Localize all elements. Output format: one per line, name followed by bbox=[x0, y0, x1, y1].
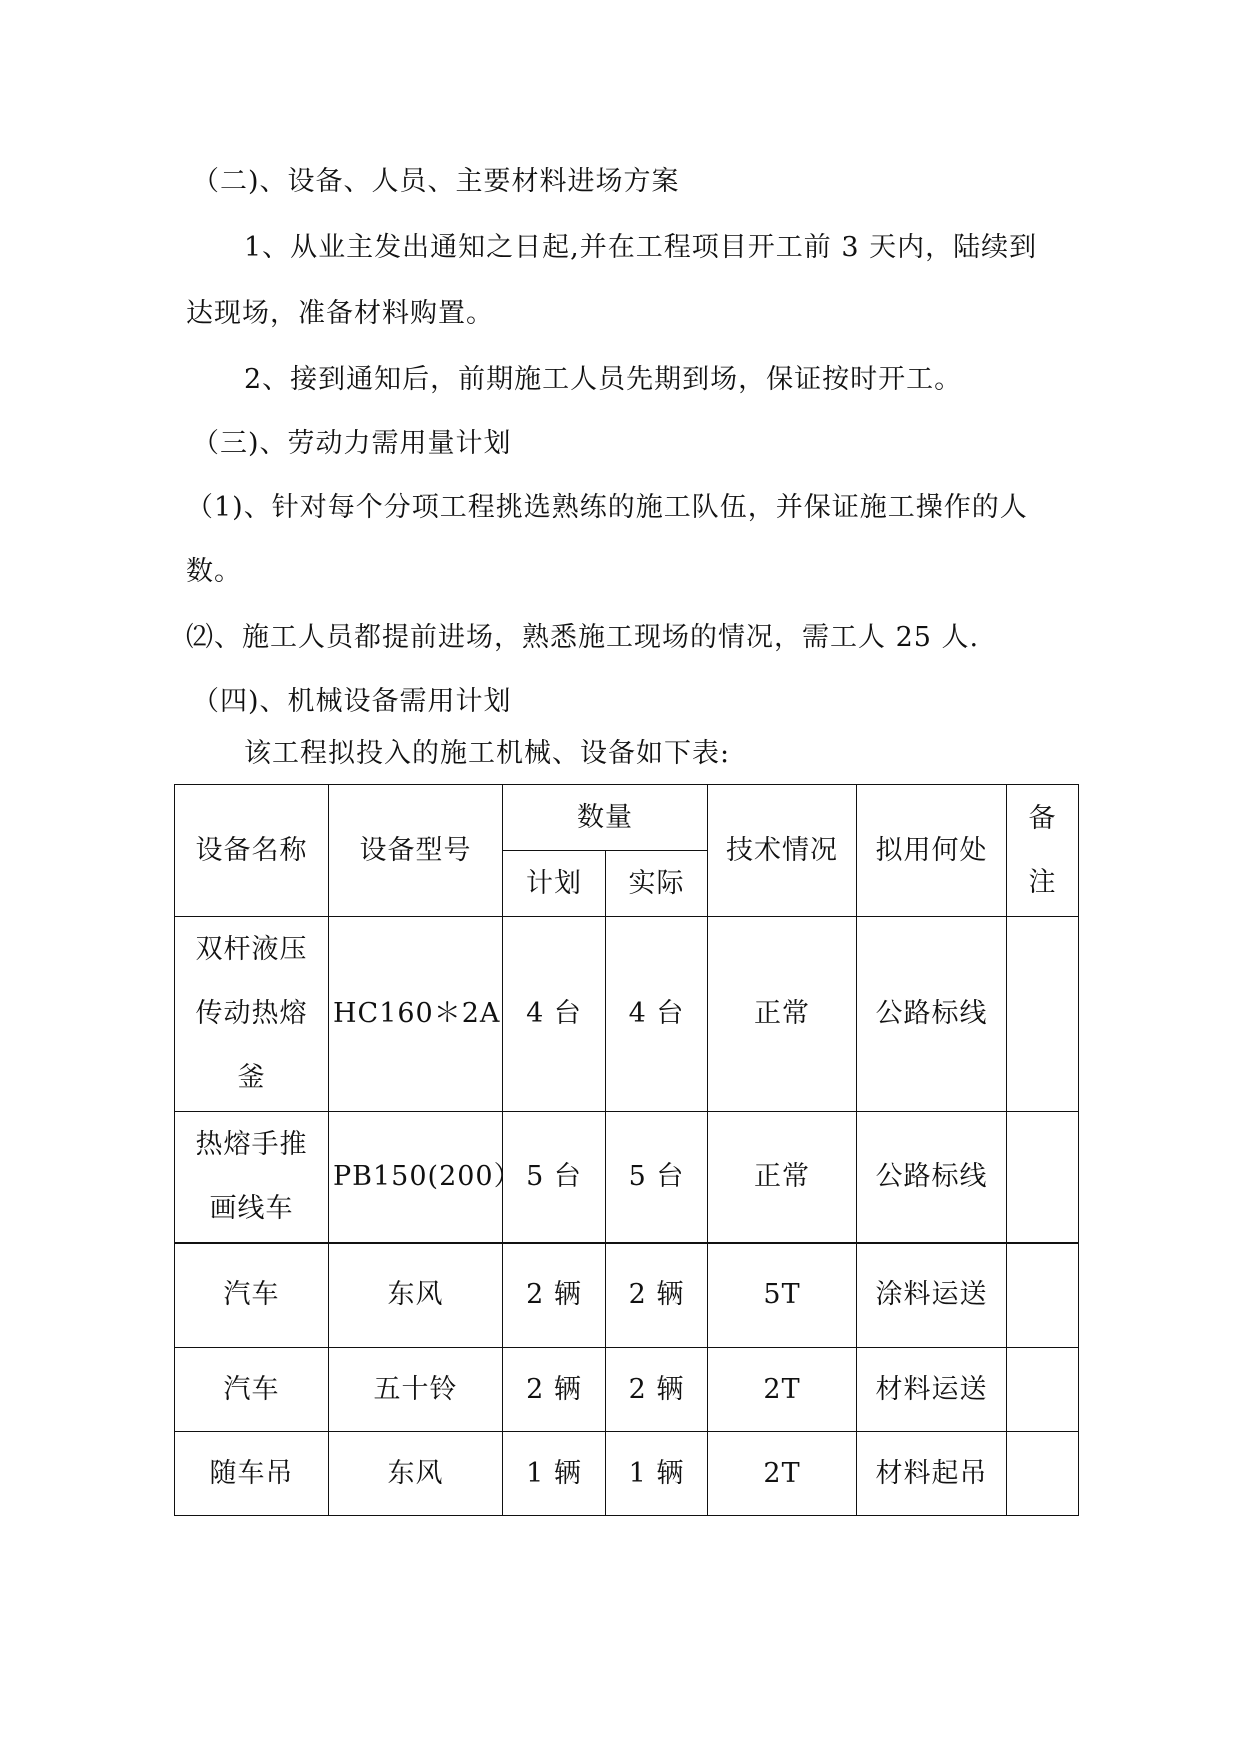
cell-quantity-actual: 2 辆 bbox=[606, 1243, 708, 1348]
cell-quantity-plan: 5 台 bbox=[503, 1112, 606, 1243]
header-equipment-model: 设备型号 bbox=[329, 785, 503, 917]
section-heading-equipment-personnel: （二)、设备、人员、主要材料进场方案 bbox=[192, 166, 680, 197]
cell-intended-use: 材料运送 bbox=[857, 1348, 1007, 1432]
table-intro: 该工程拟投入的施工机械、设备如下表: bbox=[244, 738, 731, 769]
table-row bbox=[175, 1243, 1079, 1348]
cell-quantity-actual: 4 台 bbox=[606, 917, 708, 1112]
cell-equipment-model: 东风 bbox=[329, 1432, 503, 1516]
header-technical-condition: 技术情况 bbox=[708, 785, 857, 917]
cell-remark bbox=[1007, 1112, 1079, 1243]
cell-intended-use: 涂料运送 bbox=[857, 1243, 1007, 1348]
cell-quantity-plan: 2 辆 bbox=[503, 1348, 606, 1432]
cell-equipment-model: 东风 bbox=[329, 1243, 503, 1348]
section-heading-machinery-plan: （四)、机械设备需用计划 bbox=[192, 686, 512, 717]
table-row bbox=[175, 1112, 1079, 1243]
cell-technical-condition: 2T bbox=[708, 1348, 857, 1432]
cell-technical-condition: 2T bbox=[708, 1432, 857, 1516]
header-quantity-plan: 计划 bbox=[503, 851, 606, 917]
cell-equipment-name: 热熔手推画线车 bbox=[175, 1112, 329, 1243]
cell-remark bbox=[1007, 917, 1079, 1112]
paragraph-3-line-2: 数。 bbox=[186, 556, 242, 587]
cell-remark bbox=[1007, 1243, 1079, 1348]
table-row bbox=[175, 1432, 1079, 1516]
equipment-table bbox=[174, 784, 1079, 1516]
table-header-row bbox=[175, 785, 1079, 851]
cell-equipment-model: HC160＊2A bbox=[329, 917, 503, 1112]
cell-intended-use: 材料起吊 bbox=[857, 1432, 1007, 1516]
cell-equipment-model: PB150(200） bbox=[329, 1112, 503, 1243]
cell-equipment-name: 双杆液压传动热熔釜 bbox=[175, 917, 329, 1112]
cell-quantity-plan: 2 辆 bbox=[503, 1243, 606, 1348]
paragraph-4: ⑵、施工人员都提前进场，熟悉施工现场的情况，需工人 25 人. bbox=[186, 622, 980, 653]
cell-intended-use: 公路标线 bbox=[857, 1112, 1007, 1243]
header-equipment-name: 设备名称 bbox=[175, 785, 329, 917]
cell-intended-use: 公路标线 bbox=[857, 917, 1007, 1112]
table-row bbox=[175, 1348, 1079, 1432]
header-remark: 备注 bbox=[1007, 785, 1079, 917]
header-quantity-actual: 实际 bbox=[606, 851, 708, 917]
cell-equipment-model: 五十铃 bbox=[329, 1348, 503, 1432]
cell-remark bbox=[1007, 1432, 1079, 1516]
section-heading-labor-plan: （三)、劳动力需用量计划 bbox=[192, 428, 512, 459]
paragraph-3-line-1: （1)、针对每个分项工程挑选熟练的施工队伍，并保证施工操作的人 bbox=[186, 492, 1028, 523]
paragraph-2: 2、接到通知后，前期施工人员先期到场，保证按时开工。 bbox=[244, 364, 963, 395]
header-intended-use: 拟用何处 bbox=[857, 785, 1007, 917]
cell-quantity-plan: 4 台 bbox=[503, 917, 606, 1112]
cell-technical-condition: 正常 bbox=[708, 917, 857, 1112]
cell-quantity-actual: 5 台 bbox=[606, 1112, 708, 1243]
cell-technical-condition: 正常 bbox=[708, 1112, 857, 1243]
cell-equipment-name: 随车吊 bbox=[175, 1432, 329, 1516]
cell-equipment-name: 汽车 bbox=[175, 1243, 329, 1348]
table-row bbox=[175, 917, 1079, 1112]
cell-remark bbox=[1007, 1348, 1079, 1432]
cell-equipment-name: 汽车 bbox=[175, 1348, 329, 1432]
cell-quantity-actual: 2 辆 bbox=[606, 1348, 708, 1432]
paragraph-1-line-2: 达现场，准备材料购置。 bbox=[186, 298, 494, 329]
cell-quantity-actual: 1 辆 bbox=[606, 1432, 708, 1516]
header-quantity: 数量 bbox=[503, 785, 708, 851]
paragraph-1-line-1: 1、从业主发出通知之日起,并在工程项目开工前 3 天内，陆续到 bbox=[244, 232, 1038, 263]
cell-quantity-plan: 1 辆 bbox=[503, 1432, 606, 1516]
cell-technical-condition: 5T bbox=[708, 1243, 857, 1348]
